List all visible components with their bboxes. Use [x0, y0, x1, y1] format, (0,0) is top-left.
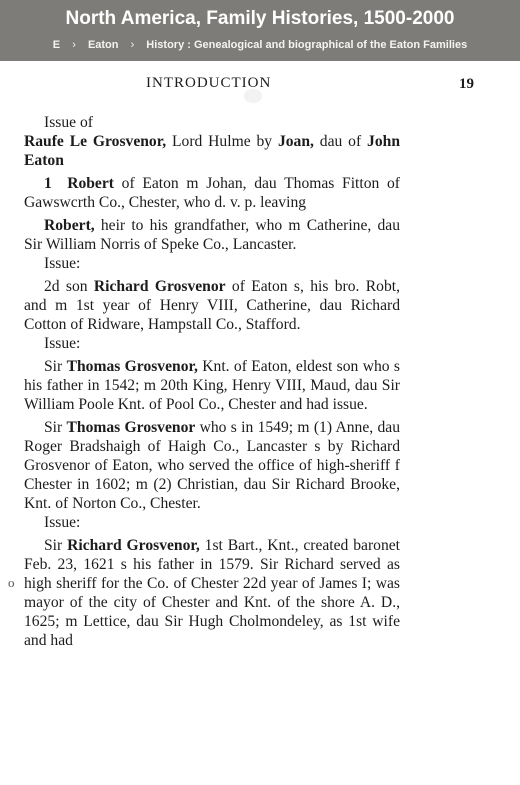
collection-title: North America, Family Histories, 1500-2000: [65, 8, 455, 29]
breadcrumb-item-book[interactable]: History : Genealogical and biographical of the Eaton Families: [146, 39, 468, 51]
body-text: [24, 113, 400, 650]
stray-mark: o: [8, 575, 15, 590]
scanned-page: [0, 61, 520, 785]
paragraph-raufe: Raufe Le Grosvenor, Lord Hulme by Joan, dau of John Eaton: [24, 133, 400, 169]
paragraph-robert-1: 1 Robert of Eaton m Johan, dau Thomas Fitton of Gawswcrth Co., Chester, who d. v. p. leaving: [24, 175, 401, 211]
chevron-right-icon: ›: [130, 39, 135, 51]
paragraph-thomas-grosvenor-knt: Sir Thomas Grosvenor, Knt. of Eaton, eldest son who s his father in 1542; m 20th King, Henry VIII, Maud, dau Sir William Poole Knt. of Pool Co., Chester and had issue.: [24, 358, 400, 413]
paragraph-issue: Issue:: [44, 335, 81, 352]
collection-header: [0, 0, 520, 61]
paragraph-issue-of: Issue of: [44, 114, 93, 131]
paragraph-richard-grosvenor: 2d son Richard Grosvenor of Eaton s, his bro. Robt, and m 1st year of Henry VIII, Catherine, dau Richard Cotton of Ridware, Hampstall Co., Stafford.: [24, 278, 400, 333]
paragraph-issue: Issue:: [44, 514, 81, 531]
page-number: 19: [459, 76, 474, 92]
breadcrumb-item-letter[interactable]: E: [52, 39, 61, 51]
chevron-right-icon: ›: [72, 39, 76, 51]
running-head: INTRODUCTION: [146, 75, 272, 91]
paragraph-thomas-grosvenor-1549: Sir Thomas Grosvenor who s in 1549; m (1) Anne, dau Roger Bradshaigh of Haigh Co., Lancaster s by Richard Grosvenor of Eaton, who served the office of high-sheriff f Chester in 1602; m (2) Christian, dau Sir Richard Brooke, Knt. of Norton Co., Chester.: [24, 419, 400, 512]
paragraph-richard-grosvenor-bart: Sir Richard Grosvenor, 1st Bart., Knt., created baronet Feb. 23, 1621 s his father in 1579. Sir Richard served as high sheriff for the Co. of Chester 22d year of James I; was mayor of the city of Chester and Knt. of the shore A. D., 1625; m Lettice, dau Sir Hugh Cholmondeley, as 1st wife and had: [24, 537, 401, 649]
paragraph-issue: Issue:: [44, 255, 81, 272]
breadcrumb: [0, 38, 520, 52]
paragraph-robert-heir: Robert, heir to his grandfather, who m Catherine, dau Sir William Norris of Speke Co., Lancaster.: [24, 217, 400, 253]
breadcrumb-item-surname[interactable]: Eaton: [87, 39, 119, 51]
